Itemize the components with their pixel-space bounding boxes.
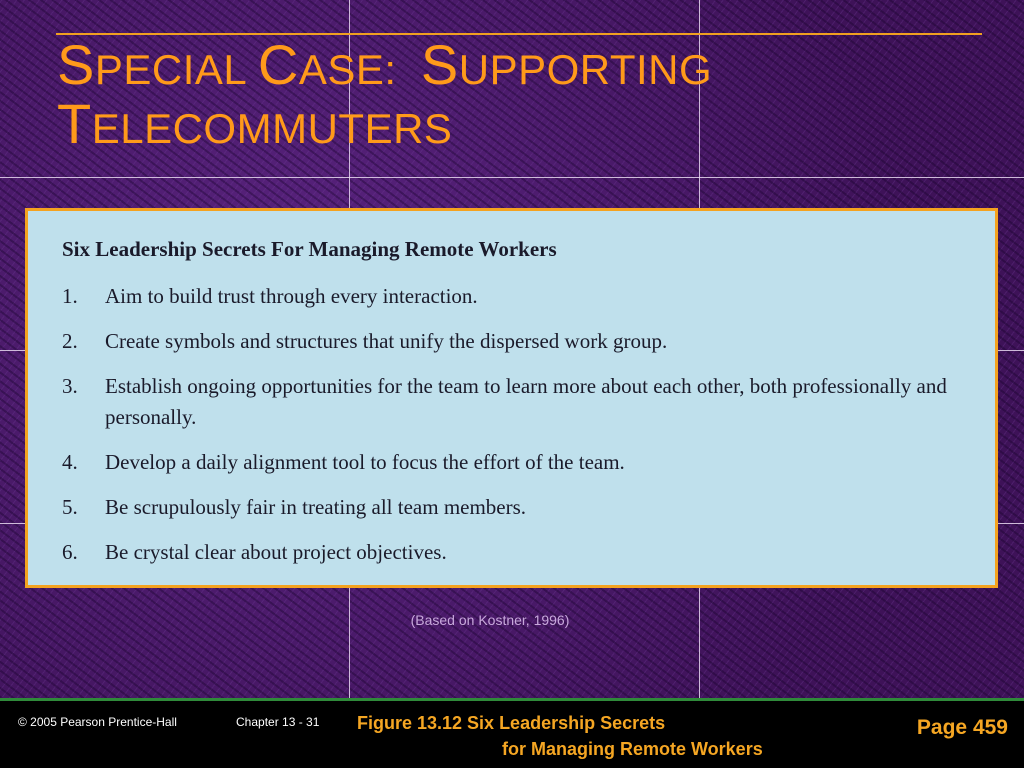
list-item xyxy=(62,492,972,523)
list-item-text: Establish ongoing opportunities for the team to learn more about each other, both professionally and personally. xyxy=(105,374,947,429)
title-initial: T xyxy=(57,92,92,155)
list-item-number: 5. xyxy=(62,495,78,519)
list-item-text: Create symbols and structures that unify the dispersed work group. xyxy=(105,329,668,353)
list-item-text: Aim to build trust through every interaction. xyxy=(105,284,478,308)
chapter-slide-number: Chapter 13 - 31 xyxy=(236,715,320,729)
title-word: PECIAL xyxy=(94,46,258,93)
list-item-number: 1. xyxy=(62,284,78,308)
footer-rule xyxy=(0,698,1024,701)
slide-title xyxy=(57,33,957,156)
page-reference: Page 459 xyxy=(916,716,1008,739)
list-item-number: 6. xyxy=(62,540,78,564)
figure-heading: Six Leadership Secrets For Managing Remote Workers xyxy=(62,237,557,261)
title-initial: S xyxy=(420,33,459,96)
list-item-number: 3. xyxy=(62,374,78,398)
list-item xyxy=(62,537,972,568)
title-line-2 xyxy=(57,92,957,156)
title-word: UPPORTING xyxy=(458,46,713,93)
grid-line-horizontal xyxy=(0,177,1024,178)
list-item-text: Be crystal clear about project objectives. xyxy=(105,540,447,564)
copyright: © 2005 Pearson Prentice-Hall xyxy=(18,715,177,729)
figure-caption xyxy=(357,710,763,762)
title-rule xyxy=(56,33,982,35)
title-line-1 xyxy=(57,33,957,97)
title-initial: C xyxy=(257,33,299,96)
secrets-list xyxy=(62,281,972,582)
list-item xyxy=(62,326,972,357)
footer-bar xyxy=(0,698,1024,768)
figure-panel xyxy=(25,208,998,588)
list-item xyxy=(62,447,972,478)
list-item-text: Be scrupulously fair in treating all team members. xyxy=(105,495,527,519)
title-word: ELECOMMUTERS xyxy=(91,105,453,152)
list-item xyxy=(62,281,972,312)
citation: (Based on Kostner, 1996) xyxy=(410,612,570,628)
caption-line-1: Figure 13.12 Six Leadership Secrets xyxy=(357,713,666,733)
caption-line-2: for Managing Remote Workers xyxy=(502,739,763,759)
list-item-number: 2. xyxy=(62,329,78,353)
title-word: ASE: xyxy=(298,46,421,93)
list-item-text: Develop a daily alignment tool to focus the effort of the team. xyxy=(105,450,625,474)
list-item-number: 4. xyxy=(62,450,78,474)
list-item xyxy=(62,371,972,433)
title-initial: S xyxy=(57,33,95,96)
